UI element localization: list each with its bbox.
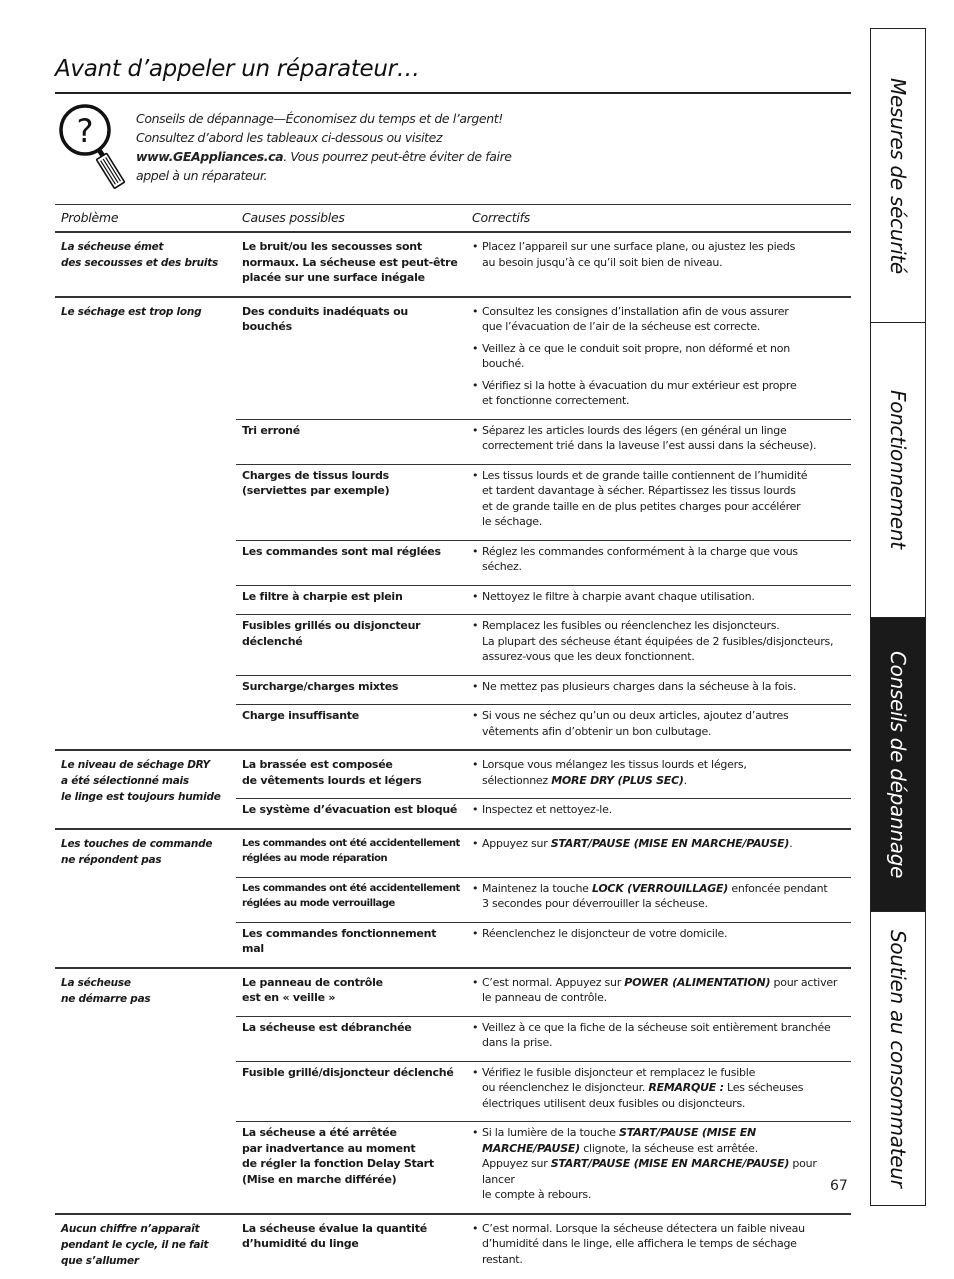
fix-item	[472, 1065, 845, 1112]
fix-cell	[466, 615, 851, 676]
fix-text: Appuyez sur	[482, 836, 551, 850]
fix-text: clignote, la sécheuse est arrêtée. Appuyez sur	[482, 1141, 758, 1170]
fix-item	[472, 926, 845, 942]
cause-cell: Charge insuffisante	[236, 705, 466, 751]
fix-cell	[466, 705, 851, 751]
side-tab-label: Conseils de dépannage	[886, 650, 910, 878]
fix-text: Remplacez les fusibles ou réenclenchez les disjoncteurs. La plupart des sécheuse étant équipées de 2 fusibles/disjoncteurs, assurez-vous que les deux fonctionnent.	[482, 619, 834, 663]
fix-item	[472, 757, 845, 788]
section-tabs	[870, 28, 926, 1206]
bullet-icon: •	[472, 240, 479, 253]
fix-text: Vérifiez le fusible disjoncteur et remplacez le fusible ou réenclenchez le disjoncteur.	[482, 1065, 756, 1094]
fix-emphasis: REMARQUE :	[648, 1081, 724, 1094]
fix-emphasis: START/PAUSE (MISE EN MARCHE/PAUSE)	[550, 1157, 790, 1170]
cause-cell: La brassée est composée de vêtements lourds et légers	[236, 750, 466, 799]
fix-item	[472, 1020, 845, 1051]
fix-cell	[466, 877, 851, 922]
cause-cell: La sécheuse évalue la quantité d’humidité du linge	[236, 1214, 466, 1279]
bullet-icon: •	[472, 544, 479, 558]
cause-cell: Tri erroné	[236, 419, 466, 464]
cause-cell: Charges de tissus lourds (serviettes par exemple)	[236, 464, 466, 540]
cause-cell: La sécheuse est débranchée	[236, 1016, 466, 1061]
bullet-icon: •	[472, 341, 479, 355]
fix-text: Maintenez la touche	[482, 881, 592, 895]
fix-text: Réglez les commandes conformément à la charge que vous séchez.	[482, 544, 798, 573]
fix-item	[472, 239, 845, 270]
fix-item	[472, 589, 845, 605]
fix-text: Les sécheuses électriques utilisent deux fusibles ou disjoncteurs.	[482, 1081, 804, 1110]
fix-item	[472, 975, 845, 1006]
fix-text: Veillez à ce que le conduit soit propre, non déformé et non bouché.	[482, 341, 790, 370]
fix-text: Les tissus lourds et de grande taille contiennent de l’humidité et tardent davantage à sécher. Répartissez les tissus lourds et de grande taille en de plus petites charges pour accélérer le séchage.	[482, 468, 808, 528]
fix-item	[472, 544, 845, 575]
svg-text:?: ?	[76, 112, 94, 150]
table-body	[55, 232, 851, 1279]
fix-cell	[466, 675, 851, 705]
troubleshooting-table	[55, 204, 851, 1279]
fix-text: pour lancer le compte à rebours.	[482, 1157, 817, 1201]
fix-emphasis: START/PAUSE (MISE EN MARCHE/PAUSE)	[482, 1126, 756, 1155]
cause-cell: Fusibles grillés ou disjoncteur déclenché	[236, 615, 466, 676]
problem-cell: La sécheuse émet des secousses et des bruits	[55, 232, 236, 297]
table-row	[55, 750, 851, 799]
column-header-causes: Causes possibles	[236, 205, 466, 233]
fix-text: Séparez les articles lourds des légers (en général un linge correctement trié dans la laveuse l’est aussi dans la sécheuse).	[482, 423, 817, 452]
fix-text: Placez l’appareil sur une surface plane, ou ajustez les pieds au besoin jusqu’à ce qu’il soit bien de niveau.	[482, 240, 796, 269]
fix-emphasis: MORE DRY (PLUS SEC)	[551, 773, 684, 787]
side-tab-4[interactable]	[871, 912, 925, 1205]
title-rule	[55, 92, 851, 94]
bullet-icon: •	[472, 975, 479, 989]
cause-cell: Les commandes sont mal réglées	[236, 540, 466, 585]
question-mark-magnifier-icon	[55, 100, 127, 192]
bullet-icon: •	[472, 679, 479, 693]
fix-text: pour activer le panneau de contrôle.	[482, 975, 838, 1004]
fix-cell	[466, 799, 851, 829]
cause-cell: Le bruit/ou les secousses sont normaux. La sécheuse est peut-être placée sur une surface inégale	[236, 232, 466, 297]
cause-cell: Le panneau de contrôle est en « veille »	[236, 968, 466, 1017]
bullet-icon: •	[472, 589, 479, 603]
bullet-icon: •	[472, 836, 479, 850]
fix-text: Réenclenchez le disjoncteur de votre domicile.	[482, 926, 728, 940]
fix-cell	[466, 829, 851, 878]
side-tab-label: Soutien au consommateur	[886, 929, 910, 1188]
fix-cell	[466, 232, 851, 297]
fix-item	[472, 802, 845, 818]
fix-cell	[466, 1016, 851, 1061]
fix-text: Si vous ne séchez qu’un ou deux articles, ajoutez d’autres vêtements afin d’obtenir un bon culbutage.	[482, 709, 789, 738]
fix-item	[472, 618, 845, 665]
bullet-icon: •	[472, 304, 479, 318]
side-tab-3[interactable]	[871, 618, 925, 912]
fix-item	[472, 679, 845, 695]
bullet-icon: •	[472, 1126, 479, 1139]
bullet-icon: •	[472, 926, 479, 940]
intro-text-start: Conseils de dépannage—Économisez du temps et de l’argent! Consultez d’abord les tableaux ci-dessous ou visitez	[136, 111, 503, 145]
bullet-icon: •	[472, 803, 479, 816]
fix-text: Veillez à ce que la fiche de la sécheuse soit entièrement branchée dans la prise.	[482, 1020, 831, 1049]
fix-cell	[466, 585, 851, 615]
side-tab-label: Fonctionnement	[886, 390, 910, 550]
fix-item	[472, 304, 845, 335]
cause-cell: Des conduits inadéquats ou bouchés	[236, 297, 466, 420]
table-header-row	[55, 205, 851, 233]
fix-item	[472, 468, 845, 530]
side-tab-label: Mesures de sécurité	[886, 77, 910, 274]
fix-text: Vérifiez si la hotte à évacuation du mur extérieur est propre et fonctionne correctement.	[482, 378, 797, 407]
cause-cell: Les commandes ont été accidentellement réglées au mode verrouillage	[236, 877, 466, 922]
fix-item	[472, 1221, 845, 1268]
fix-item	[472, 708, 845, 739]
intro-text-end: . Vous pourrez peut-être éviter de faire appel à un réparateur.	[136, 149, 512, 183]
intro-text	[136, 109, 536, 185]
bullet-icon: •	[472, 1221, 479, 1235]
side-tab-1[interactable]	[871, 29, 925, 323]
cause-cell: Le filtre à charpie est plein	[236, 585, 466, 615]
fix-text: Lorsque vous mélangez les tissus lourds et légers, sélectionnez	[482, 758, 747, 787]
fix-item	[472, 378, 845, 409]
table-row	[55, 1214, 851, 1279]
cause-cell: Les commandes ont été accidentellement réglées au mode réparation	[236, 829, 466, 878]
page-title: Avant d’appeler un réparateur…	[55, 56, 420, 82]
bullet-icon: •	[472, 881, 479, 895]
fix-item	[472, 423, 845, 454]
fix-item	[472, 1125, 845, 1203]
column-header-fixes: Correctifs	[466, 205, 851, 233]
bullet-icon: •	[472, 619, 479, 632]
bullet-icon: •	[472, 758, 479, 771]
cause-cell: Surcharge/charges mixtes	[236, 675, 466, 705]
cause-cell: Le système d’évacuation est bloqué	[236, 799, 466, 829]
page-number: 67	[830, 1178, 848, 1194]
fix-cell	[466, 968, 851, 1017]
fix-item	[472, 341, 845, 372]
table-row	[55, 968, 851, 1017]
bullet-icon: •	[472, 468, 479, 482]
fix-item	[472, 881, 845, 912]
fix-cell	[466, 540, 851, 585]
bullet-icon: •	[472, 1020, 479, 1034]
website-link[interactable]: www.GEAppliances.ca	[136, 149, 284, 164]
bullet-icon: •	[472, 1065, 479, 1079]
fix-text: Nettoyez le filtre à charpie avant chaque utilisation.	[482, 589, 755, 603]
side-tab-2[interactable]	[871, 323, 925, 617]
problem-cell: La sécheuse ne démarre pas	[55, 968, 236, 1214]
problem-cell: Aucun chiffre n’apparaît pendant le cycle, il ne fait que s’allumer	[55, 1214, 236, 1279]
fix-text: Consultez les consignes d’installation afin de vous assurer que l’évacuation de l’air de la sécheuse est correcte.	[482, 304, 789, 333]
table-row	[55, 232, 851, 297]
bullet-icon: •	[472, 709, 479, 722]
fix-emphasis: START/PAUSE (MISE EN MARCHE/PAUSE)	[550, 836, 790, 850]
fix-cell	[466, 922, 851, 968]
fix-cell	[466, 419, 851, 464]
fix-text: Si la lumière de la touche	[482, 1126, 620, 1139]
fix-emphasis: POWER (ALIMENTATION)	[624, 975, 771, 989]
fix-cell	[466, 750, 851, 799]
bullet-icon: •	[472, 423, 479, 437]
cause-cell: Les commandes fonctionnement mal	[236, 922, 466, 968]
fix-emphasis: LOCK (VERROUILLAGE)	[591, 881, 729, 895]
fix-cell	[466, 1214, 851, 1279]
fix-cell	[466, 297, 851, 420]
problem-cell: Le séchage est trop long	[55, 297, 236, 751]
table-row	[55, 297, 851, 420]
fix-cell	[466, 1061, 851, 1122]
cause-cell: La sécheuse a été arrêtée par inadvertance au moment de régler la fonction Delay Start (Mise en marche différée)	[236, 1122, 466, 1214]
cause-cell: Fusible grillé/disjoncteur déclenché	[236, 1061, 466, 1122]
bullet-icon: •	[472, 378, 479, 392]
fix-text: Ne mettez pas plusieurs charges dans la sécheuse à la fois.	[482, 679, 797, 693]
fix-item	[472, 836, 845, 852]
problem-cell: Le niveau de séchage DRY a été sélectionné mais le linge est toujours humide	[55, 750, 236, 829]
fix-text: .	[683, 773, 687, 787]
fix-text: Inspectez et nettoyez-le.	[482, 803, 612, 816]
fix-cell	[466, 464, 851, 540]
fix-text: C’est normal. Appuyez sur	[482, 975, 625, 989]
fix-text: C’est normal. Lorsque la sécheuse détectera un faible niveau d’humidité dans le linge, elle affichera le temps de séchage restant.	[482, 1221, 805, 1266]
fix-text: enfoncée pendant 3 secondes pour déverrouiller la sécheuse.	[482, 881, 828, 910]
fix-text: .	[789, 836, 793, 850]
problem-cell: Les touches de commande ne répondent pas	[55, 829, 236, 968]
table-row	[55, 829, 851, 878]
column-header-problem: Problème	[55, 205, 236, 233]
fix-cell	[466, 1122, 851, 1214]
